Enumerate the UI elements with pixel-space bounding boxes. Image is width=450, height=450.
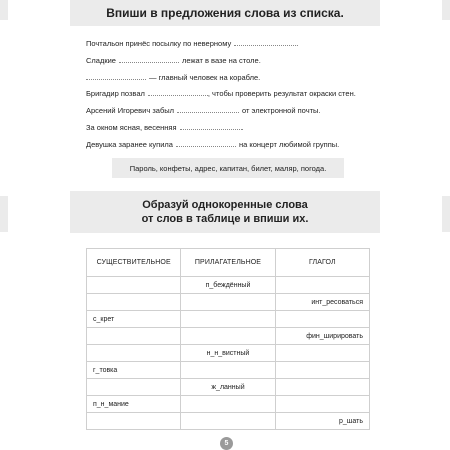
header-adjective: ПРИЛАГАТЕЛЬНОЕ	[181, 249, 275, 277]
answer-blank[interactable]	[119, 56, 179, 63]
sentence-text: Почтальон принёс посылку по неверному	[86, 39, 232, 48]
right-band-mid	[442, 196, 450, 232]
exercise2-title	[70, 191, 380, 233]
sentence-text: Арсений Игоревич забыл	[86, 106, 175, 115]
sentence-3	[86, 73, 260, 83]
word-cell: п_беждённый	[181, 277, 275, 294]
sentence-text: Бригадир позвал	[86, 89, 145, 98]
answer-cell[interactable]	[87, 294, 181, 311]
sentence-4	[86, 89, 356, 99]
sentence-text: Сладкие	[86, 56, 116, 65]
table-row	[87, 294, 370, 311]
answer-cell[interactable]	[87, 328, 181, 345]
word-table	[86, 248, 370, 430]
table-row	[87, 362, 370, 379]
table-row	[87, 345, 370, 362]
answer-blank[interactable]	[86, 73, 146, 80]
answer-cell[interactable]	[87, 379, 181, 396]
sentence-text: .	[296, 39, 299, 48]
word-list-box: Пароль, конфеты, адрес, капитан, билет, маляр, погода.	[112, 158, 344, 178]
answer-blank[interactable]	[234, 39, 296, 46]
answer-cell[interactable]	[181, 294, 275, 311]
answer-cell[interactable]	[87, 277, 181, 294]
answer-blank[interactable]	[176, 140, 236, 147]
sentence-text: лежат в вазе на столе.	[181, 56, 261, 65]
sentence-6	[86, 123, 244, 133]
exercise2-title-line1: Образуй однокоренные слова	[142, 199, 308, 211]
exercise2-title-line2: от слов в таблице и впиши их.	[141, 213, 309, 225]
sentence-text: .	[241, 123, 244, 132]
answer-cell[interactable]	[181, 362, 275, 379]
word-cell: ж_ланный	[181, 379, 275, 396]
answer-blank[interactable]	[148, 89, 208, 96]
answer-cell[interactable]	[275, 345, 369, 362]
answer-blank[interactable]	[180, 123, 242, 130]
sentence-1	[86, 39, 298, 49]
table-row	[87, 311, 370, 328]
answer-cell[interactable]	[87, 345, 181, 362]
left-band-top	[0, 0, 8, 20]
word-cell: с_крет	[87, 311, 181, 328]
answer-blank[interactable]	[177, 106, 239, 113]
word-cell: н_н_вистный	[181, 345, 275, 362]
answer-cell[interactable]	[275, 362, 369, 379]
page-number-badge: 5	[220, 437, 233, 450]
table-row	[87, 379, 370, 396]
word-cell: п_н_мание	[87, 396, 181, 413]
table-row	[87, 396, 370, 413]
sentence-text: За окном ясная, весенняя	[86, 123, 177, 132]
header-verb: ГЛАГОЛ	[275, 249, 369, 277]
answer-cell[interactable]	[275, 277, 369, 294]
left-band-mid	[0, 196, 8, 232]
sentence-5	[86, 106, 321, 116]
answer-cell[interactable]	[275, 379, 369, 396]
sentence-7	[86, 140, 339, 150]
answer-cell[interactable]	[87, 413, 181, 430]
answer-cell[interactable]	[181, 311, 275, 328]
answer-cell[interactable]	[275, 396, 369, 413]
answer-cell[interactable]	[181, 413, 275, 430]
answer-cell[interactable]	[181, 328, 275, 345]
table-row	[87, 413, 370, 430]
exercise1-title: Впиши в предложения слова из списка.	[70, 0, 380, 26]
word-cell: р_шать	[275, 413, 369, 430]
sentence-2	[86, 56, 261, 66]
answer-cell[interactable]	[181, 396, 275, 413]
table-row	[87, 277, 370, 294]
right-band-top	[442, 0, 450, 20]
sentence-text: Девушка заранее купила	[86, 140, 173, 149]
sentence-text: от электронной почты.	[242, 106, 321, 115]
header-noun: СУЩЕСТВИТЕЛЬНОЕ	[87, 249, 181, 277]
word-cell: фин_ширировать	[275, 328, 369, 345]
sentence-text: — главный человек на корабле.	[149, 73, 261, 82]
word-cell: инт_ресоваться	[275, 294, 369, 311]
sentence-text: , чтобы проверить результат окраски стен.	[207, 89, 356, 98]
table-row	[87, 328, 370, 345]
answer-cell[interactable]	[275, 311, 369, 328]
word-cell: г_товка	[87, 362, 181, 379]
table-header-row	[87, 249, 370, 277]
sentence-text: на концерт любимой группы.	[238, 140, 340, 149]
